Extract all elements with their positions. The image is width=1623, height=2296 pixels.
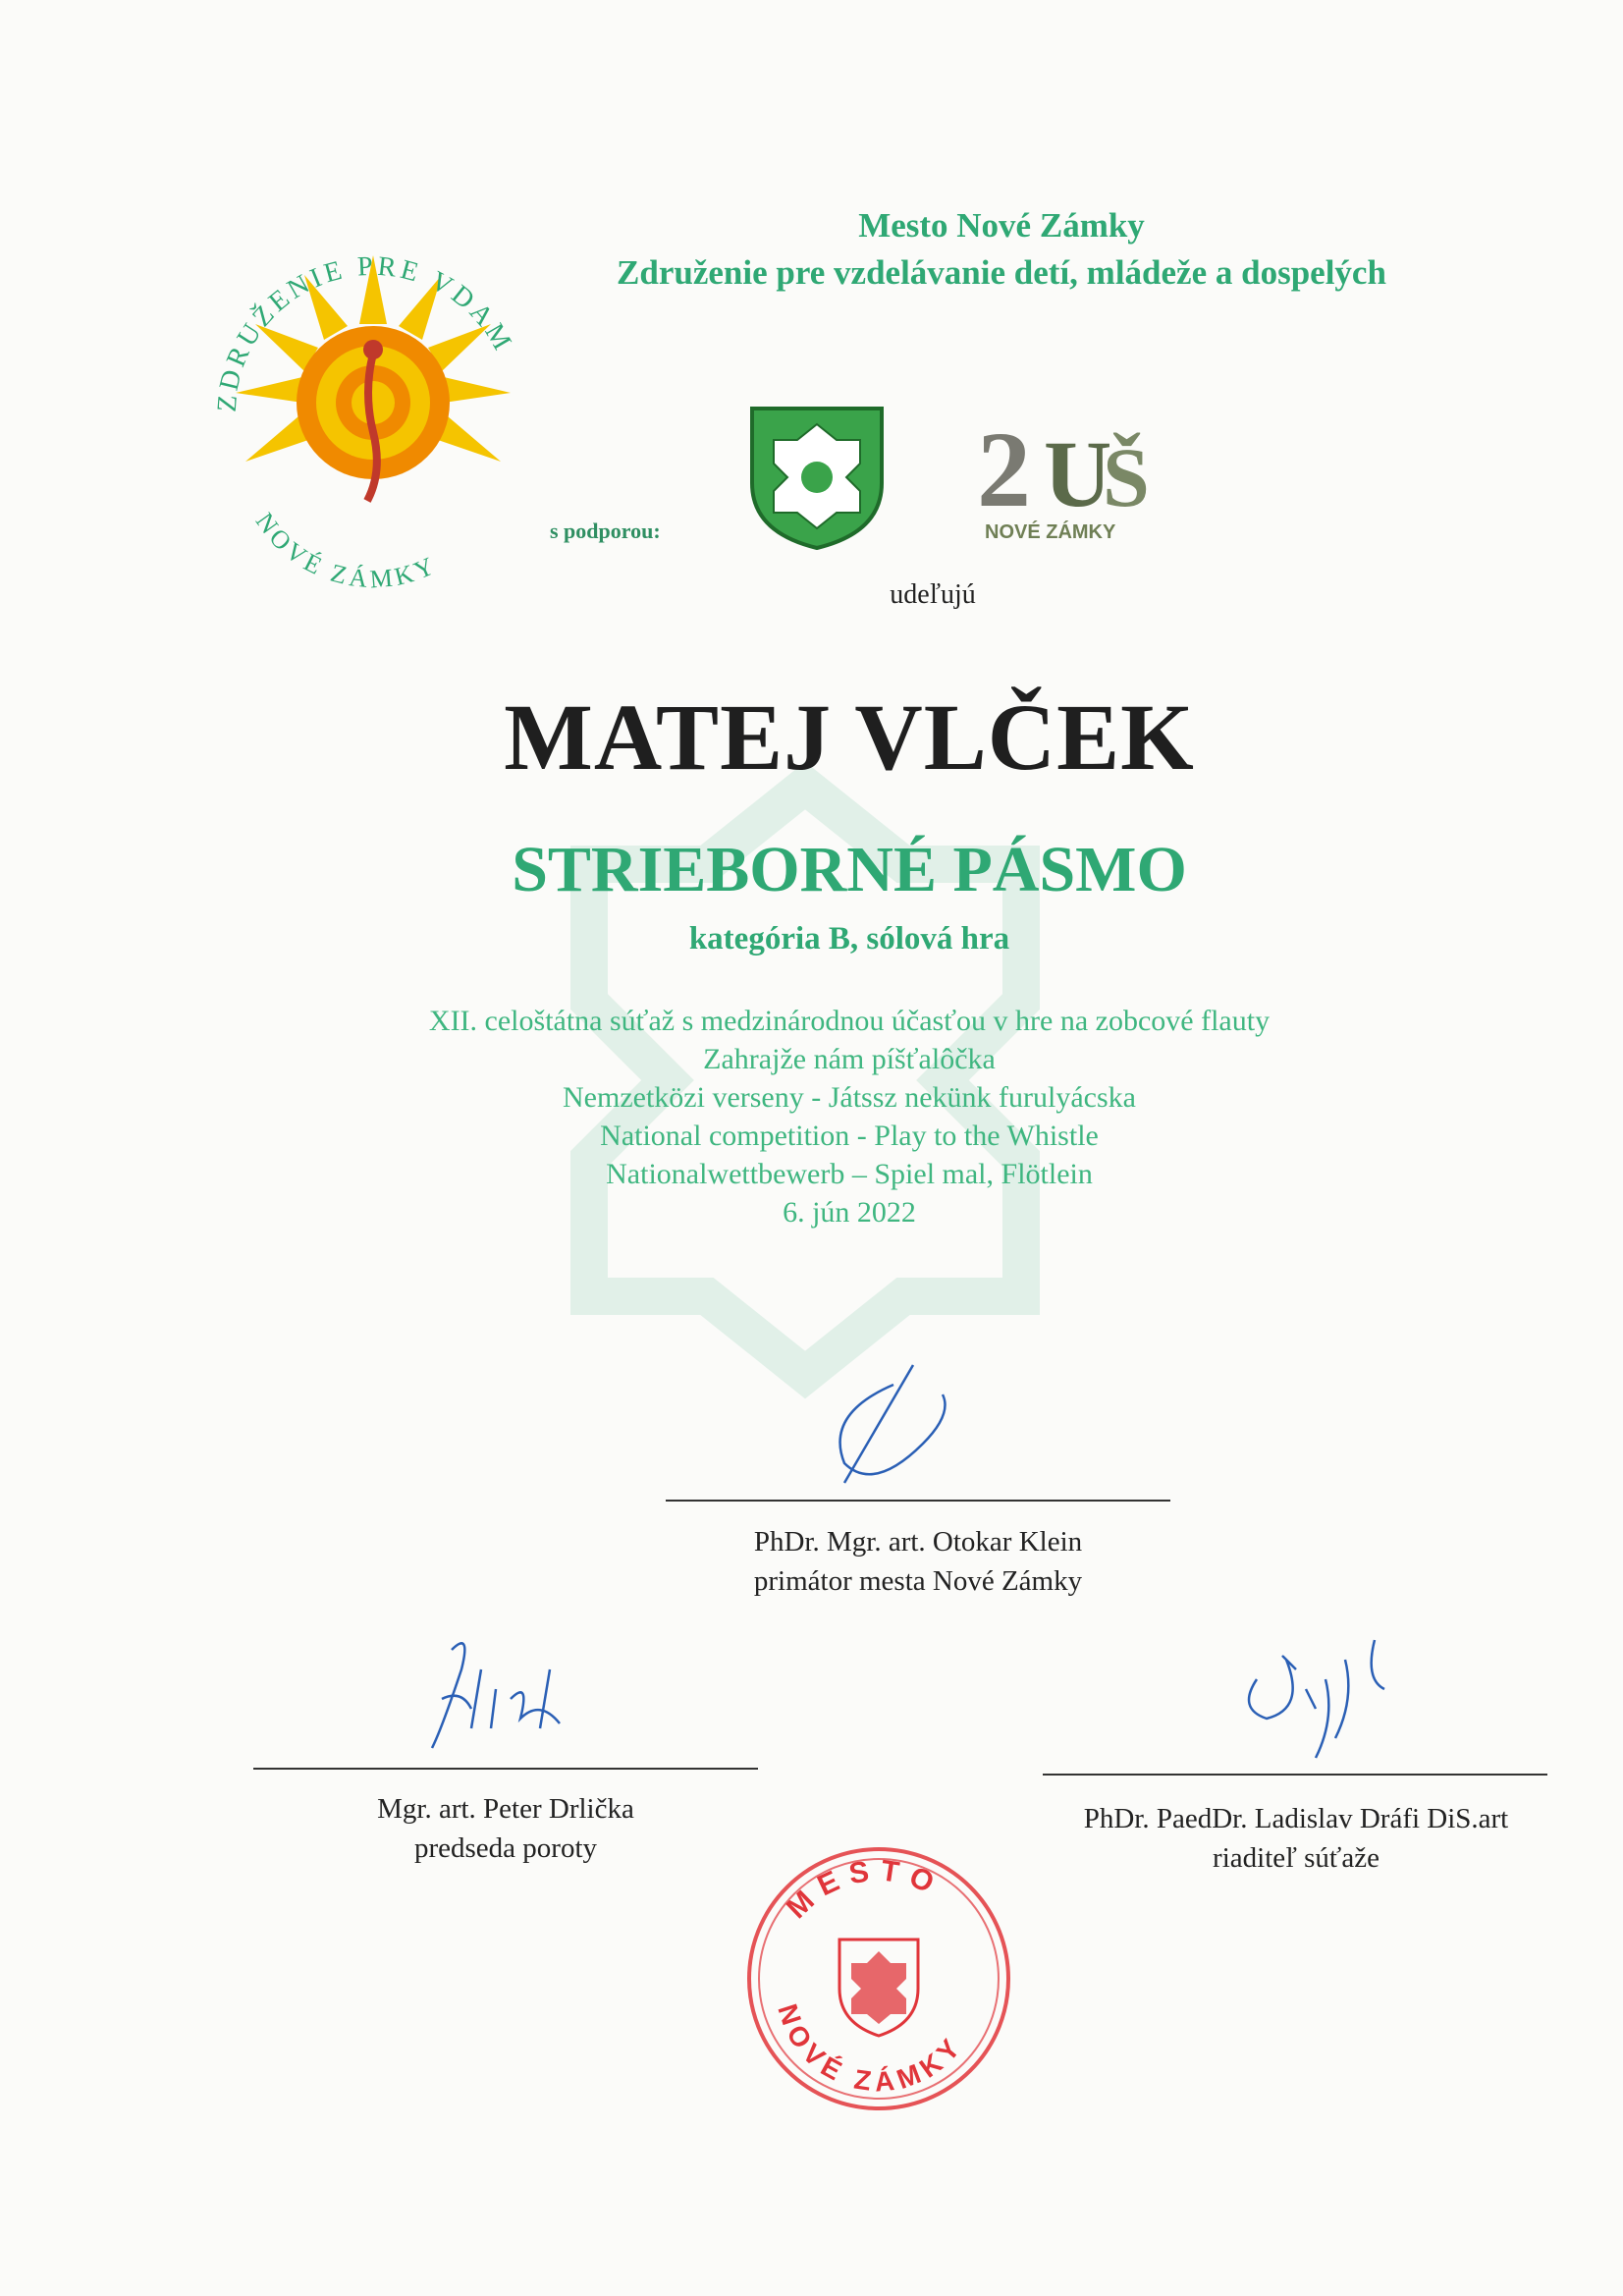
- mayor-role: primátor mesta Nové Zámky: [753, 1565, 1083, 1597]
- mayor-signature: [805, 1355, 982, 1493]
- svg-text:NOVÉ ZÁMKY: NOVÉ ZÁMKY: [985, 521, 1116, 543]
- competition-line: National competition - Play to the Whistle: [600, 1120, 1099, 1152]
- recipient-name: MATEJ VLČEK: [504, 684, 1195, 790]
- support-label: s podporou:: [550, 519, 661, 543]
- svg-text:Š: Š: [1103, 430, 1150, 524]
- director-name: PhDr. PaedDr. Ladislav Dráfi DiS.art: [1083, 1803, 1509, 1834]
- award-category: kategória B, sólová hra: [688, 921, 1010, 957]
- jury-chair-role: predseda poroty: [413, 1832, 598, 1864]
- city-name: Mesto Nové Zámky: [858, 206, 1145, 245]
- svg-text:U: U: [1044, 421, 1112, 526]
- mayor-name: PhDr. Mgr. art. Otokar Klein: [753, 1526, 1083, 1558]
- svg-text:2: 2: [977, 410, 1031, 529]
- city-stamp-icon: [741, 1841, 1016, 2116]
- competition-line: Nationalwettbewerb – Spiel mal, Flötlein: [606, 1158, 1093, 1190]
- competition-date: 6. jún 2022: [783, 1196, 916, 1229]
- director-signature-line: [1043, 1774, 1547, 1776]
- mayor-signature-line: [666, 1500, 1170, 1502]
- svg-text:NOVÉ ZÁMKY: NOVÉ ZÁMKY: [249, 507, 442, 594]
- jury-chair-signature: [412, 1630, 609, 1758]
- svg-text:MESTO: MESTO: [780, 1854, 948, 1926]
- competition-line: XII. celoštátna súťaž s medzinárodnou účasťou v hre na zobcové flauty: [428, 1005, 1271, 1037]
- jury-chair-name: Mgr. art. Peter Drlička: [377, 1793, 634, 1825]
- competition-line: Zahrajže nám píšťalôčka: [703, 1043, 996, 1075]
- director-role: riaditeľ súťaže: [1213, 1842, 1380, 1874]
- city-coat-of-arms-icon: [748, 405, 886, 552]
- svg-text:ZDRUŽENIE PRE VDAM: ZDRUŽENIE PRE VDAM: [211, 250, 519, 413]
- association-seal-icon: [196, 226, 550, 599]
- zus-logo-icon: [967, 403, 1163, 550]
- association-name: Združenie pre vzdelávanie detí, mládeže a dospelých: [617, 253, 1386, 292]
- competition-line: Nemzetközi verseny - Játssz nekünk furulyácska: [563, 1081, 1136, 1114]
- svg-text:NOVÉ ZÁMKY: NOVÉ ZÁMKY: [772, 1999, 970, 2098]
- award-title: STRIEBORNÉ PÁSMO: [512, 834, 1187, 905]
- grants-text: udeľujú: [890, 579, 976, 610]
- jury-chair-signature-line: [253, 1768, 758, 1770]
- director-signature: [1227, 1620, 1424, 1777]
